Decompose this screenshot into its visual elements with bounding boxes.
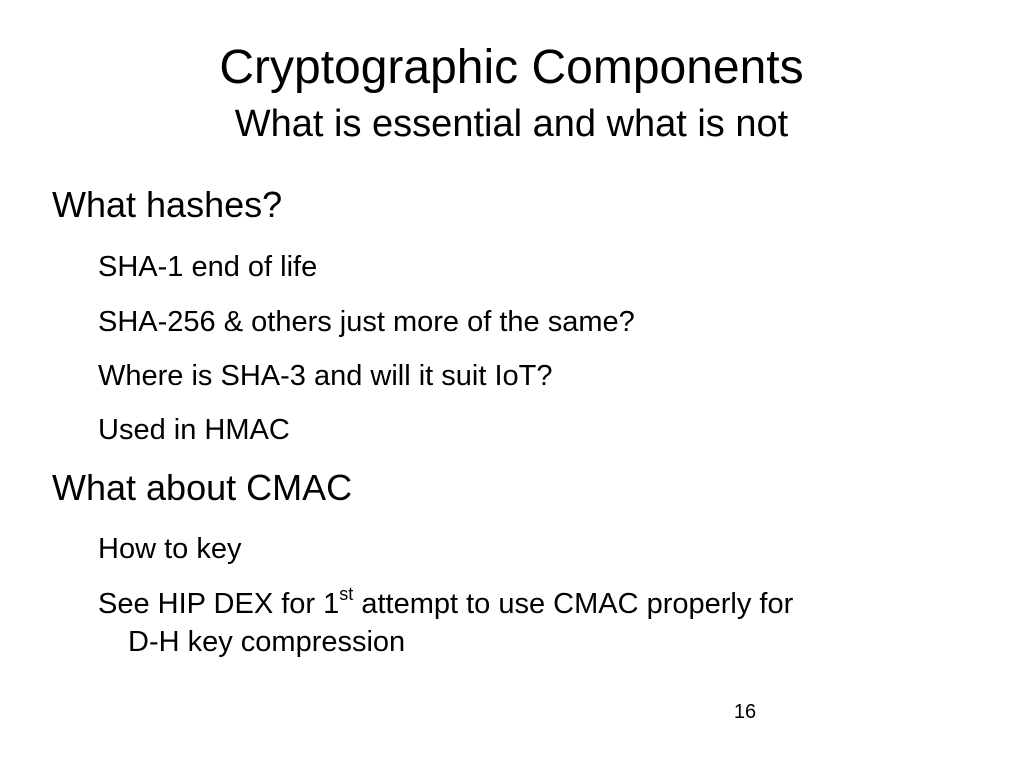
slide-title: Cryptographic Components [219,41,804,94]
list-item: How to key [98,533,242,565]
page-number: 16 [733,701,757,723]
list-item-continuation: D-H key compression [128,626,406,658]
list-item: SHA-1 end of life [98,251,318,283]
slide-subtitle: What is essential and what is not [234,103,789,145]
list-item-text: See HIP DEX for 1 [98,588,340,620]
list-item: SHA-256 & others just more of the same? [98,306,635,338]
ordinal-superscript: st [339,584,354,605]
list-item: Where is SHA-3 and will it suit IoT? [98,360,553,392]
list-item-hip-dex [98,586,793,622]
section-heading-cmac: What about CMAC [52,467,353,508]
list-item: Used in HMAC [98,414,290,446]
list-item-text: attempt to use CMAC properly for [353,588,794,620]
section-heading-hashes: What hashes? [52,184,283,225]
